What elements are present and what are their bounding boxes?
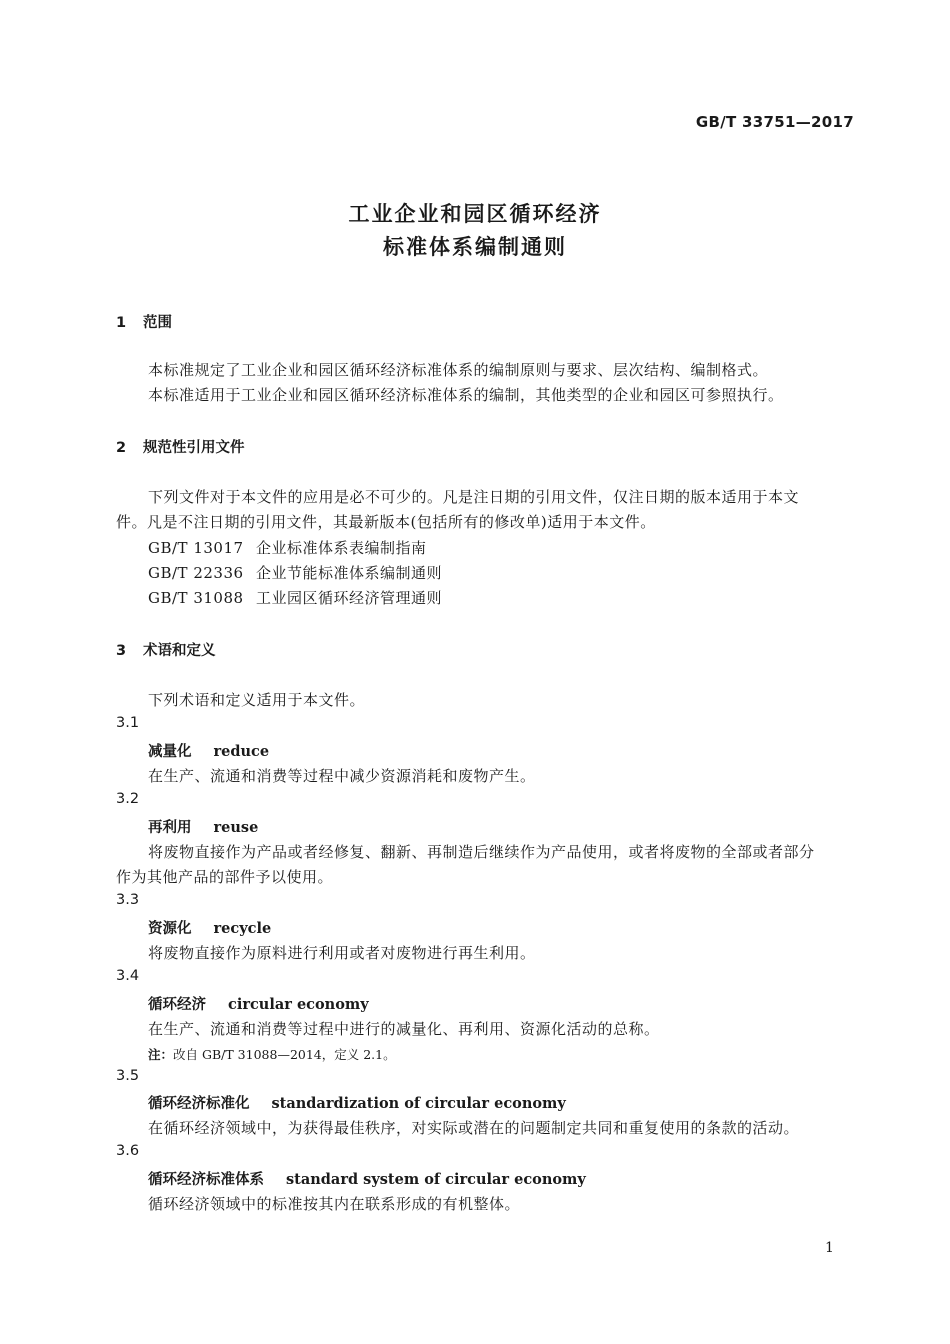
term-definition: 将废物直接作为产品或者经修复、翻新、再制造后继续作为产品使用，或者将废物的全部或者部分 xyxy=(148,843,815,861)
page-number: 1 xyxy=(825,1240,834,1256)
clause-number: 3.3 xyxy=(116,892,140,908)
section-3-heading xyxy=(116,639,216,660)
section-number: 2 xyxy=(116,440,127,456)
term-chinese: 资源化 xyxy=(148,921,192,937)
term-entry xyxy=(148,1168,586,1189)
section-title: 术语和定义 xyxy=(143,643,216,659)
reference-title: 企业标准体系表编制指南 xyxy=(256,539,427,557)
section-number: 1 xyxy=(116,315,127,331)
section-1-heading xyxy=(116,311,172,332)
term-definition: 在循环经济领域中，为获得最佳秩序，对实际或潜在的问题制定共同和重复使用的条款的活动。 xyxy=(148,1119,800,1137)
paragraph: 下列术语和定义适用于本文件。 xyxy=(148,691,366,709)
document-title-line1: 工业企业和园区循环经济 xyxy=(348,202,602,226)
term-definition: 将废物直接作为原料进行利用或者对废物进行再生利用。 xyxy=(148,944,536,962)
term-entry xyxy=(148,993,369,1014)
term-entry xyxy=(148,816,258,837)
term-english: reuse xyxy=(213,819,259,836)
paragraph: 本标准适用于工业企业和园区循环经济标准体系的编制，其他类型的企业和园区可参照执行。 xyxy=(148,386,784,404)
reference-code: GB/T 31088 xyxy=(148,589,244,607)
term-chinese: 循环经济 xyxy=(148,997,206,1013)
term-english: circular economy xyxy=(228,996,369,1013)
clause-number: 3.1 xyxy=(116,715,140,731)
note-label: 注： xyxy=(148,1047,174,1062)
term-chinese: 减量化 xyxy=(148,744,192,760)
paragraph: 本标准规定了工业企业和园区循环经济标准体系的编制原则与要求、层次结构、编制格式。 xyxy=(148,361,769,379)
document-title-line2: 标准体系编制通则 xyxy=(383,235,567,259)
term-entry xyxy=(148,740,269,761)
term-entry xyxy=(148,1092,566,1113)
clause-number: 3.5 xyxy=(116,1068,140,1084)
term-definition: 在生产、流通和消费等过程中减少资源消耗和废物产生。 xyxy=(148,767,536,785)
term-definition: 作为其他产品的部件予以使用。 xyxy=(116,868,334,886)
paragraph: 件。凡是不注日期的引用文件，其最新版本(包括所有的修改单)适用于本文件。 xyxy=(116,513,656,531)
term-english: standard system of circular economy xyxy=(286,1171,586,1188)
reference-item xyxy=(148,587,442,608)
section-title: 规范性引用文件 xyxy=(143,440,245,456)
reference-item xyxy=(148,562,442,583)
standard-code: GB/T 33751—2017 xyxy=(695,113,854,131)
reference-title: 企业节能标准体系编制通则 xyxy=(256,564,443,582)
section-2-heading xyxy=(116,436,245,457)
term-english: reduce xyxy=(213,743,270,760)
term-chinese: 循环经济标准化 xyxy=(148,1096,250,1112)
section-number: 3 xyxy=(116,643,127,659)
reference-title: 工业园区循环经济管理通则 xyxy=(256,589,443,607)
reference-code: GB/T 22336 xyxy=(148,564,244,582)
term-definition: 在生产、流通和消费等过程中进行的减量化、再利用、资源化活动的总称。 xyxy=(148,1020,660,1038)
paragraph: 下列文件对于本文件的应用是必不可少的。凡是注日期的引用文件，仅注日期的版本适用于本文 xyxy=(148,488,800,506)
term-english: recycle xyxy=(213,920,272,937)
note-text: 改自 GB/T 31088—2014，定义 2.1。 xyxy=(173,1047,396,1062)
term-chinese: 循环经济标准体系 xyxy=(148,1172,264,1188)
clause-number: 3.6 xyxy=(116,1143,140,1159)
reference-item xyxy=(148,537,427,558)
term-english: standardization of circular economy xyxy=(271,1095,566,1112)
reference-code: GB/T 13017 xyxy=(148,539,244,557)
term-definition: 循环经济领域中的标准按其内在联系形成的有机整体。 xyxy=(148,1195,521,1213)
clause-number: 3.2 xyxy=(116,791,140,807)
term-entry xyxy=(148,917,271,938)
section-title: 范围 xyxy=(143,315,172,331)
term-chinese: 再利用 xyxy=(148,820,192,836)
clause-number: 3.4 xyxy=(116,968,140,984)
note xyxy=(148,1045,396,1063)
